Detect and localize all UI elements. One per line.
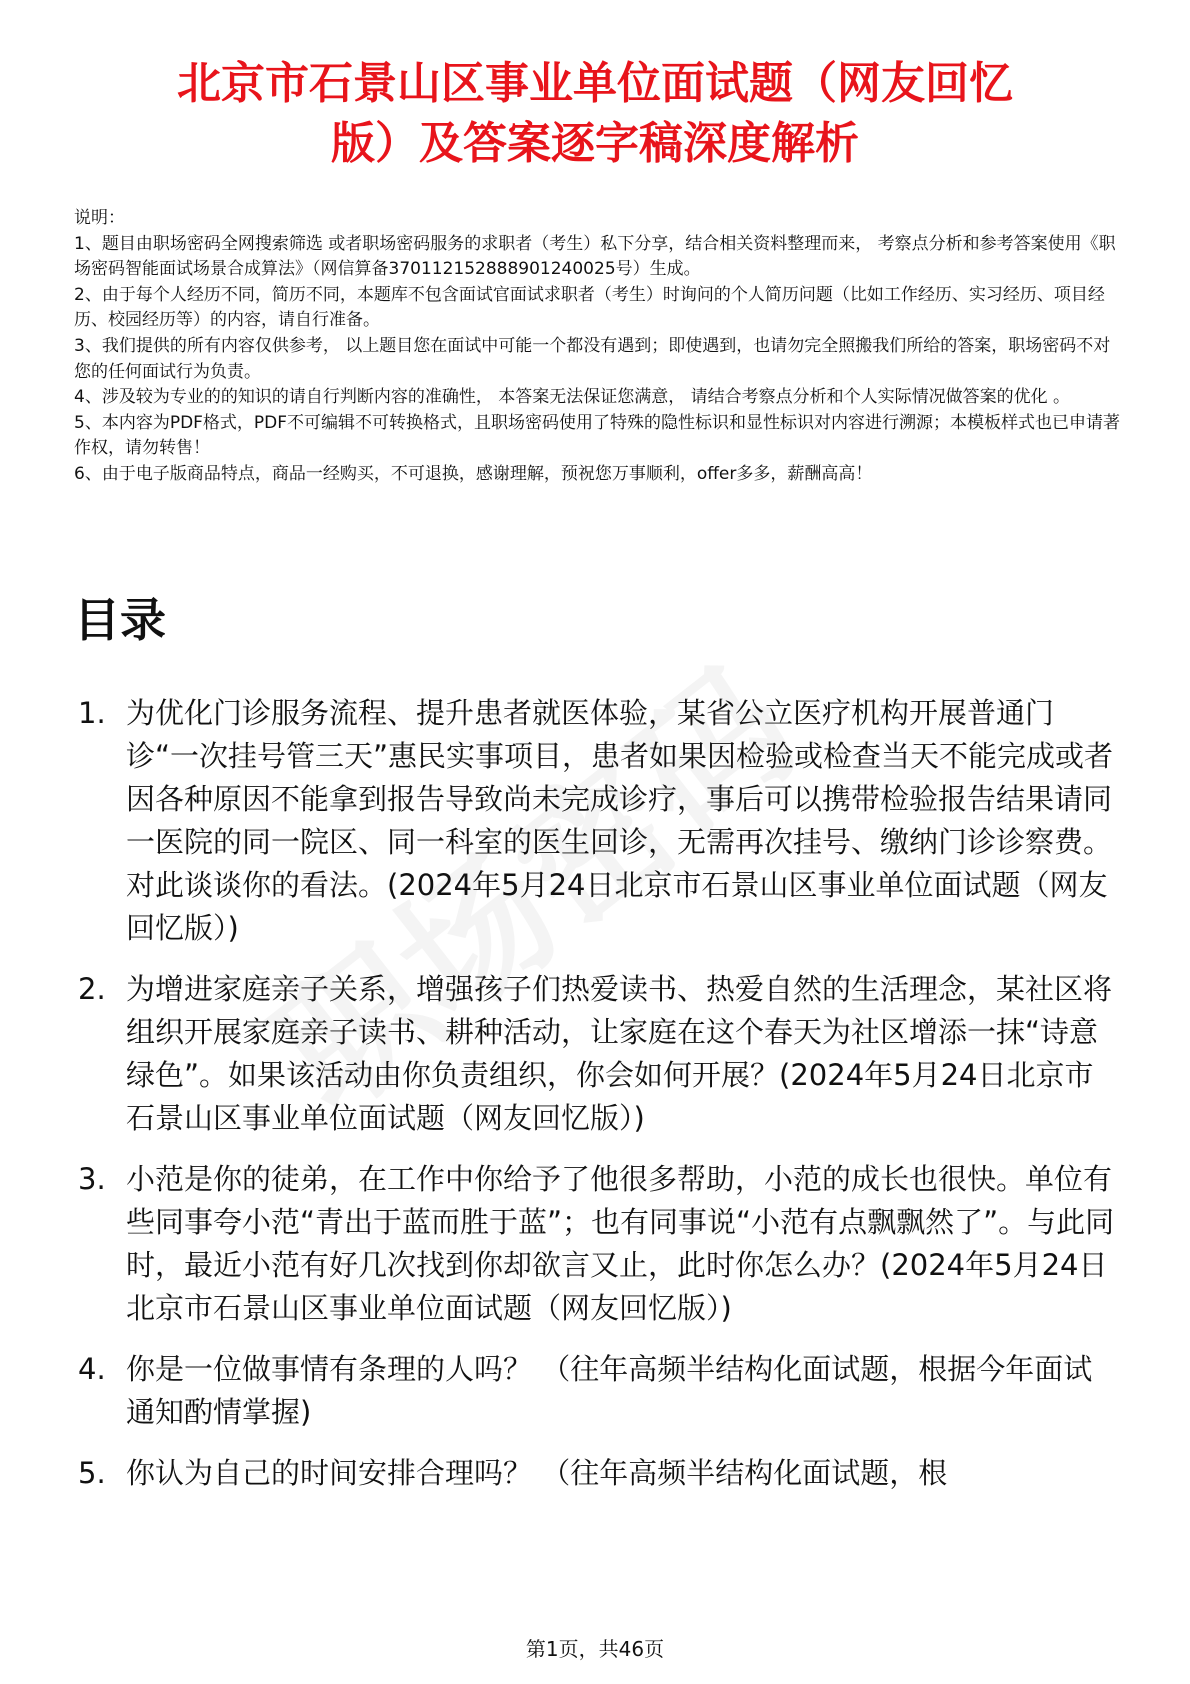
question-text: 为优化门诊服务流程、提升患者就医体验，某省公立医疗机构开展普通门诊“一次挂号管三天”惠民实事项目，患者如果因检验或检查当天不能完成或者因各种原因不能拿到报告导致尚未完成诊疗，事后可以携带检验报告结果请同一医院的同一院区、同一科室的医生回诊，无需再次挂号、缴纳门诊诊察费。对此谈谈你的看法。(2024年5月24日北京市石景山区事业单位面试题（网友回忆版）) [126, 696, 1114, 945]
title-line-1: 北京市石景山区事业单位面试题（网友回忆 [177, 58, 1013, 109]
question-text: 小范是你的徒弟，在工作中你给予了他很多帮助，小范的成长也很快。单位有些同事夸小范“青出于蓝而胜于蓝”；也有同事说“小范有点飘飘然了”。与此同时，最近小范有好几次找到你却欲言又止，此时你怎么办？(2024年5月24日北京市石景山区事业单位面试题（网友回忆版）) [126, 1162, 1115, 1325]
note-item-4: 4、涉及较为专业的的知识的请自行判断内容的准确性， 本答案无法保证您满意， 请结合考察点分析和个人实际情况做答案的优化 。 [74, 387, 1071, 408]
question-number: 4. [78, 1352, 106, 1386]
note-item-6: 6、由于电子版商品特点，商品一经购买，不可退换，感谢理解，预祝您万事顺利，offer多多，薪酬高高！ [74, 463, 873, 484]
question-text: 为增进家庭亲子关系，增强孩子们热爱读书、热爱自然的生活理念，某社区将组织开展家庭亲子读书、耕种活动，让家庭在这个春天为社区增添一抹“诗意绿色”。如果该活动由你负责组织，你会如何开展？(2024年5月24日北京市石景山区事业单位面试题（网友回忆版）) [126, 972, 1113, 1135]
note-item-2: 2、由于每个人经历不同，简历不同，本题库不包含面试官面试求职者（考生）时询问的个人简历问题（比如工作经历、实习经历、项目经历、校园经历等）的内容，请自行准备。 [74, 284, 1105, 331]
question-item-5[interactable] [78, 1452, 1118, 1495]
question-number: 2. [78, 972, 106, 1006]
note-item-5: 5、本内容为PDF格式，PDF不可编辑不可转换格式，且职场密码使用了特殊的隐性标识和显性标识对内容进行溯源；本模板样式也已申请著作权，请勿转售！ [74, 412, 1121, 459]
notes-heading: 说明： [74, 208, 125, 228]
question-number: 3. [78, 1162, 106, 1196]
question-number: 5. [78, 1456, 106, 1490]
question-list [78, 692, 1118, 1513]
note-item-1: 1、题目由职场密码全网搜索筛选 或者职场密码服务的求职者（考生）私下分享，结合相关资料整理而来， 考察点分析和参考答案使用《职场密码智能面试场景合成算法》（网信算备370112152888901240025号）生成。 [74, 233, 1116, 280]
question-number: 1. [78, 696, 106, 730]
title-line-2: 版）及答案逐字稿深度解析 [331, 118, 859, 169]
document-title [60, 54, 1130, 174]
question-item-3[interactable] [78, 1158, 1118, 1330]
note-item-3: 3、我们提供的所有内容仅供参考， 以上题目您在面试中可能一个都没有遇到；即使遇到，也请勿完全照搬我们所给的答案，职场密码不对您的任何面试行为负责。 [74, 335, 1111, 382]
page-footer: 第1页，共46页 [525, 1637, 665, 1661]
toc-heading: 目录 [74, 593, 166, 647]
question-item-1[interactable] [78, 692, 1118, 950]
question-text: 你认为自己的时间安排合理吗？ （往年高频半结构化面试题，根 [126, 1456, 948, 1490]
notes-section [74, 206, 1124, 488]
question-item-2[interactable] [78, 968, 1118, 1140]
question-text: 你是一位做事情有条理的人吗？ （往年高频半结构化面试题，根据今年面试通知酌情掌握) [126, 1352, 1093, 1429]
question-item-4[interactable] [78, 1348, 1118, 1434]
